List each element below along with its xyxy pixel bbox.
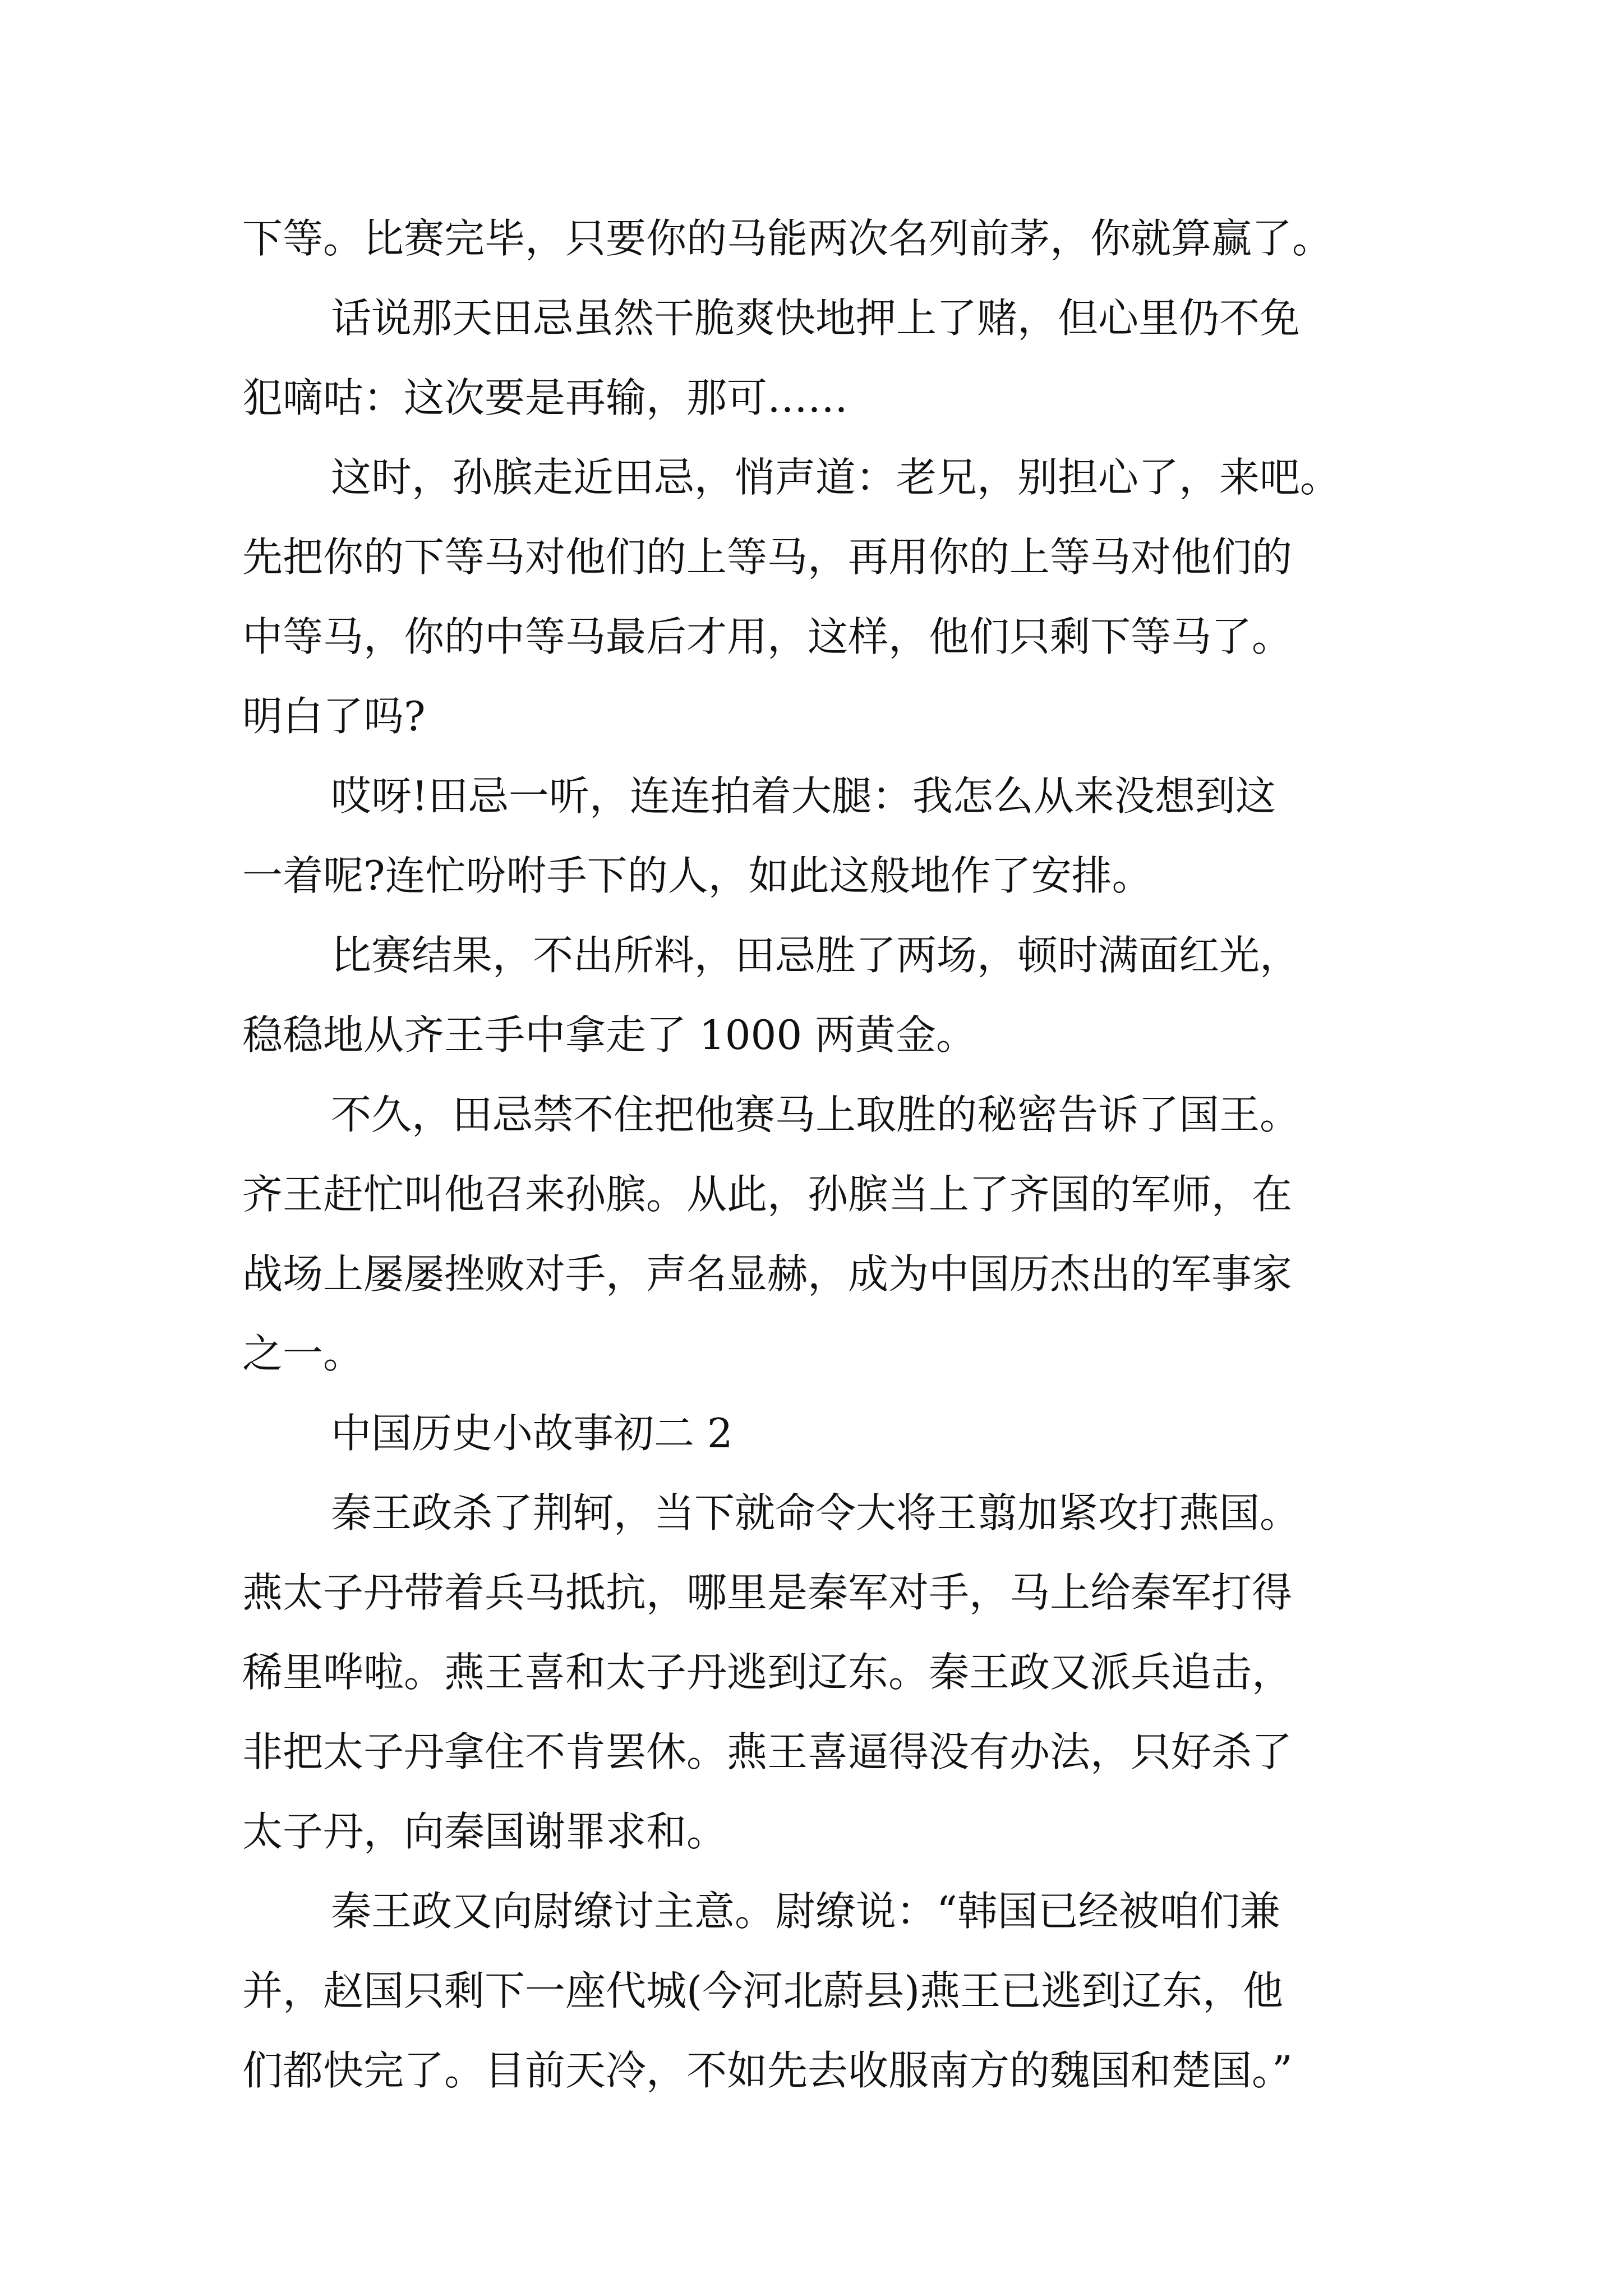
text-line: 秦王政杀了荆轲，当下就命令大将王翦加紧攻打燕国。 [331, 1489, 1301, 1536]
text-line: 们都快完了。目前天冷，不如先去收服南方的魏国和楚国。” [242, 2047, 1293, 2094]
text-line: 一着呢?连忙吩咐手下的人，如此这般地作了安排。 [242, 852, 1152, 899]
text-line: 并，赵国只剩下一座代城(今河北蔚县)燕王已逃到辽东，他 [242, 1967, 1284, 2014]
text-line: 太子丹，向秦国谢罪求和。 [242, 1808, 727, 1855]
text-line: 比赛结果，不出所料，田忌胜了两场，顿时满面红光， [331, 932, 1301, 979]
text-line: 犯嘀咕：这次要是再输，那可…… [242, 374, 849, 421]
text-line: 非把太子丹拿住不肯罢休。燕王喜逼得没有办法，只好杀了 [242, 1728, 1293, 1775]
text-line: 之一。 [242, 1330, 364, 1377]
section-heading: 中国历史小故事初二 2 [331, 1410, 733, 1457]
text-line: 不久，田忌禁不住把他赛马上取胜的秘密告诉了国王。 [331, 1091, 1301, 1138]
text-line: 秦王政又向尉缭讨主意。尉缭说：“韩国已经被咱们兼 [331, 1888, 1280, 1935]
text-line: 哎呀!田忌一听，连连拍着大腿：我怎么从来没想到这 [331, 772, 1276, 820]
text-line: 话说那天田忌虽然干脆爽快地押上了赌，但心里仍不免 [331, 295, 1301, 342]
text-line: 燕太子丹带着兵马抵抗，哪里是秦军对手，马上给秦军打得 [242, 1569, 1293, 1616]
text-line: 中等马，你的中等马最后才用，这样，他们只剩下等马了。 [242, 613, 1293, 660]
text-line: 先把你的下等马对他们的上等马，再用你的上等马对他们的 [242, 533, 1293, 581]
text-line: 齐王赶忙叫他召来孙膑。从此，孙膑当上了齐国的军师，在 [242, 1171, 1293, 1218]
text-line: 下等。比赛完毕，只要你的马能两次名列前茅，你就算赢了。 [242, 215, 1333, 262]
text-line: 战场上屡屡挫败对手，声名显赫，成为中国历杰出的军事家 [242, 1250, 1293, 1297]
text-line: 明白了吗? [242, 693, 426, 740]
text-line: 稀里哗啦。燕王喜和太子丹逃到辽东。秦王政又派兵追击， [242, 1649, 1293, 1696]
text-line: 这时，孙膑走近田忌，悄声道：老兄，别担心了，来吧。 [331, 454, 1341, 501]
text-line: 稳稳地从齐王手中拿走了 1000 两黄金。 [242, 1011, 977, 1059]
